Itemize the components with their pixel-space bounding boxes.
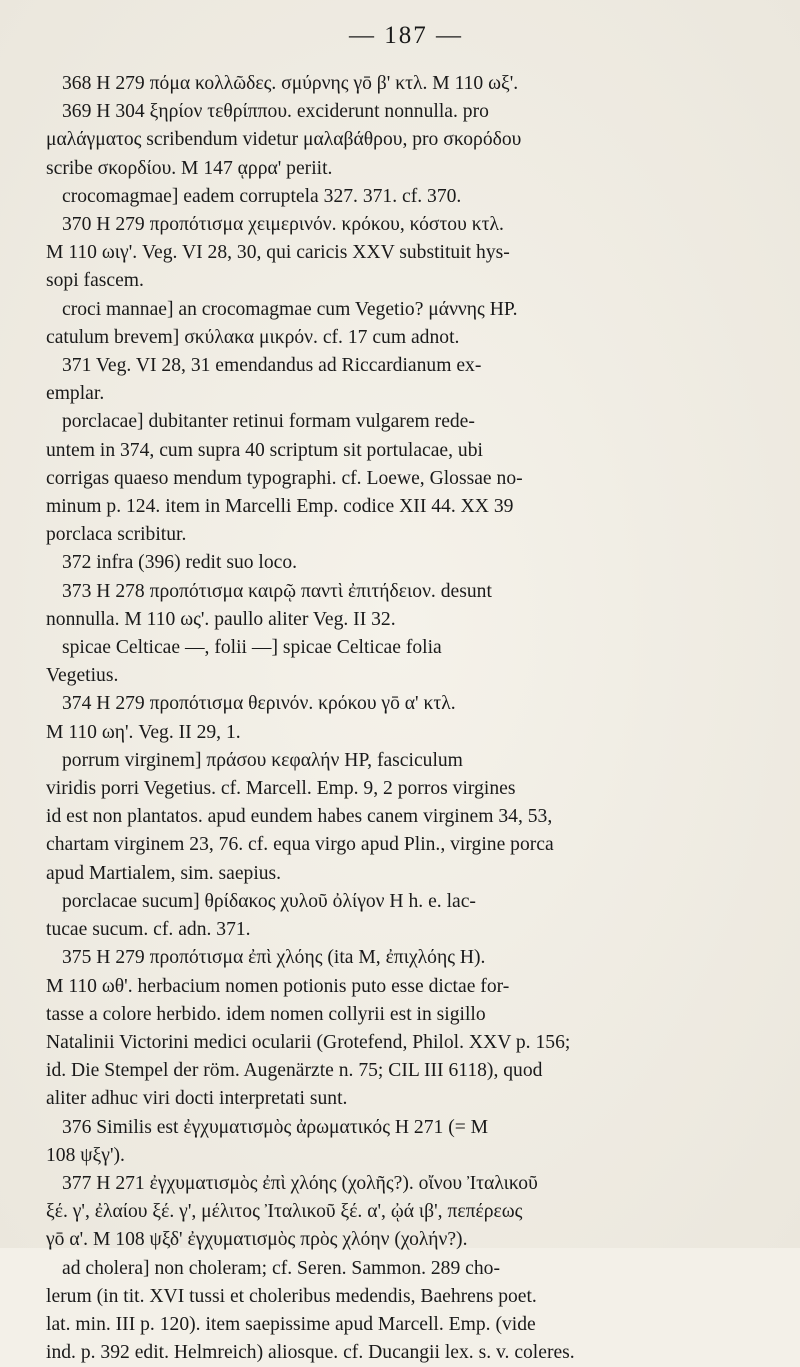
numbered-note [46, 549, 766, 577]
numbered-note [46, 944, 766, 1113]
lemma-note [46, 747, 766, 888]
text-line: γō α'. M 108 ψξδ' ἐγχυματισμὸς πρὸς χλόην (χολήν?). [46, 1229, 468, 1251]
text-line: corrigas quaeso mendum typographi. cf. Loewe, Glossae no- [46, 467, 523, 489]
text-line: 371 Veg. VI 28, 31 emendandus ad Riccardianum ex- [62, 355, 482, 377]
text-line: 376 Similis est ἐγχυματισμὸς ἀρωματικός H 271 (= M [62, 1116, 489, 1138]
text-line: crocomagmae] eadem corruptela 327. 371. cf. 370. [62, 185, 462, 207]
text-line: 370 H 279 προπότισμα χειμερινόν. κρόκου, κόστου κτλ. [62, 214, 504, 236]
text-line: id. Die Stempel der röm. Augenärzte n. 75; CIL III 6118), quod [46, 1060, 543, 1082]
text-line: porclacae] dubitanter retinui formam vulgarem rede- [62, 411, 475, 433]
text-line: catulum brevem] σκύλακα μικρόν. cf. 17 cum adnot. [46, 326, 460, 348]
lemma-note [46, 183, 766, 211]
text-line: porclacae sucum] θρίδακος χυλοῦ ὀλίγον H h. e. lac- [62, 890, 476, 912]
text-line: ξέ. γ', ἐλαίου ξέ. γ', μέλιτος Ἰταλικοῦ ξέ. α', ᾠά ιβ', πεπέρεως [46, 1201, 523, 1223]
text-line: 374 H 279 προπότισμα θερινόν. κρόκου γō α' κτλ. [62, 693, 456, 715]
text-line: tasse a colore herbido. idem nomen collyrii est in sigillo [46, 1003, 486, 1025]
lemma-note [46, 888, 766, 944]
commentary-body [46, 70, 766, 1367]
text-line: 373 H 278 προπότισμα καιρῷ παντὶ ἐπιτήδειον. desunt [62, 580, 492, 602]
text-line: ad cholera] non choleram; cf. Seren. Sammon. 289 cho- [62, 1257, 500, 1279]
numbered-note [46, 352, 766, 408]
text-line: minum p. 124. item in Marcelli Emp. codice XII 44. XX 39 [46, 496, 514, 518]
text-line: chartam virginem 23, 76. cf. equa virgo apud Plin., virgine porca [46, 834, 554, 856]
text-line: Natalinii Victorini medici ocularii (Grotefend, Philol. XXV p. 156; [46, 1031, 571, 1053]
text-line: 368 H 279 πόμα κολλῶδες. σμύρνης γō β' κτλ. M 110 ωξ'. [62, 73, 519, 94]
text-line: viridis porri Vegetius. cf. Marcell. Emp. 9, 2 porros virgines [46, 778, 516, 800]
lemma-note [46, 408, 766, 549]
text-line: 375 H 279 προπότισμα ἐπὶ χλόης (ita M, ἐπιχλόης H). [62, 947, 486, 969]
text-line: 108 ψξγ'). [46, 1144, 125, 1166]
numbered-note [46, 578, 766, 634]
text-line: apud Martialem, sim. saepius. [46, 862, 282, 884]
text-line: M 110 ωιγ'. Veg. VI 28, 30, qui caricis XXV substituit hys- [46, 242, 510, 264]
page-number-header: — 187 — [349, 22, 463, 49]
text-line: untem in 374, cum supra 40 scriptum sit portulacae, ubi [46, 439, 483, 461]
text-line: Vegetius. [46, 665, 119, 687]
text-line: tucae sucum. cf. adn. 371. [46, 919, 251, 941]
numbered-note [46, 1114, 766, 1170]
text-line: lat. min. III p. 120). item saepissime apud Marcell. Emp. (vide [46, 1313, 536, 1335]
text-line: spicae Celticae —, folii —] spicae Celticae folia [62, 637, 442, 659]
text-line: id est non plantatos. apud eundem habes canem virginem 34, 53, [46, 806, 553, 828]
text-line: croci mannae] an crocomagmae cum Vegetio? μάννης HP. [62, 298, 518, 320]
numbered-note [46, 70, 766, 98]
text-line: 372 infra (396) redit suo loco. [62, 552, 298, 574]
text-line: M 110 ωθ'. herbacium nomen potionis puto esse dictae for- [46, 975, 510, 997]
text-line: porrum virginem] πράσου κεφαλήν HP, fasciculum [62, 749, 463, 771]
text-line: 377 H 271 ἐγχυματισμὸς ἐπὶ χλόης (χολῆς?). οἴνου Ἰταλικοῦ [62, 1172, 538, 1194]
text-line: nonnulla. M 110 ως'. paullo aliter Veg. II 32. [46, 608, 396, 630]
lemma-note [46, 634, 766, 690]
lemma-note [46, 1255, 766, 1367]
numbered-note [46, 98, 766, 183]
text-line: lerum (in tit. XVI tussi et choleribus medendis, Baehrens poet. [46, 1285, 537, 1307]
numbered-note [46, 211, 766, 296]
text-line: M 110 ωη'. Veg. II 29, 1. [46, 721, 241, 743]
text-line: μαλάγματος scribendum videtur μαλαβάθρου, pro σκορόδου [46, 129, 522, 151]
text-line: sopi fascem. [46, 270, 144, 292]
numbered-note [46, 690, 766, 746]
lemma-note [46, 296, 766, 352]
numbered-note [46, 1170, 766, 1255]
text-line: 369 H 304 ξηρίον τεθρίππου. exciderunt nonnulla. pro [62, 101, 489, 123]
text-line: scribe σκορδίου. M 147 ᾳρρα' periit. [46, 157, 333, 179]
text-line: emplar. [46, 383, 105, 405]
text-line: ind. p. 392 edit. Helmreich) aliosque. cf. Ducangii lex. s. v. coleres. [46, 1342, 575, 1364]
text-line: aliter adhuc viri docti interpretati sunt. [46, 1088, 348, 1110]
text-line: porclaca scribitur. [46, 524, 187, 546]
